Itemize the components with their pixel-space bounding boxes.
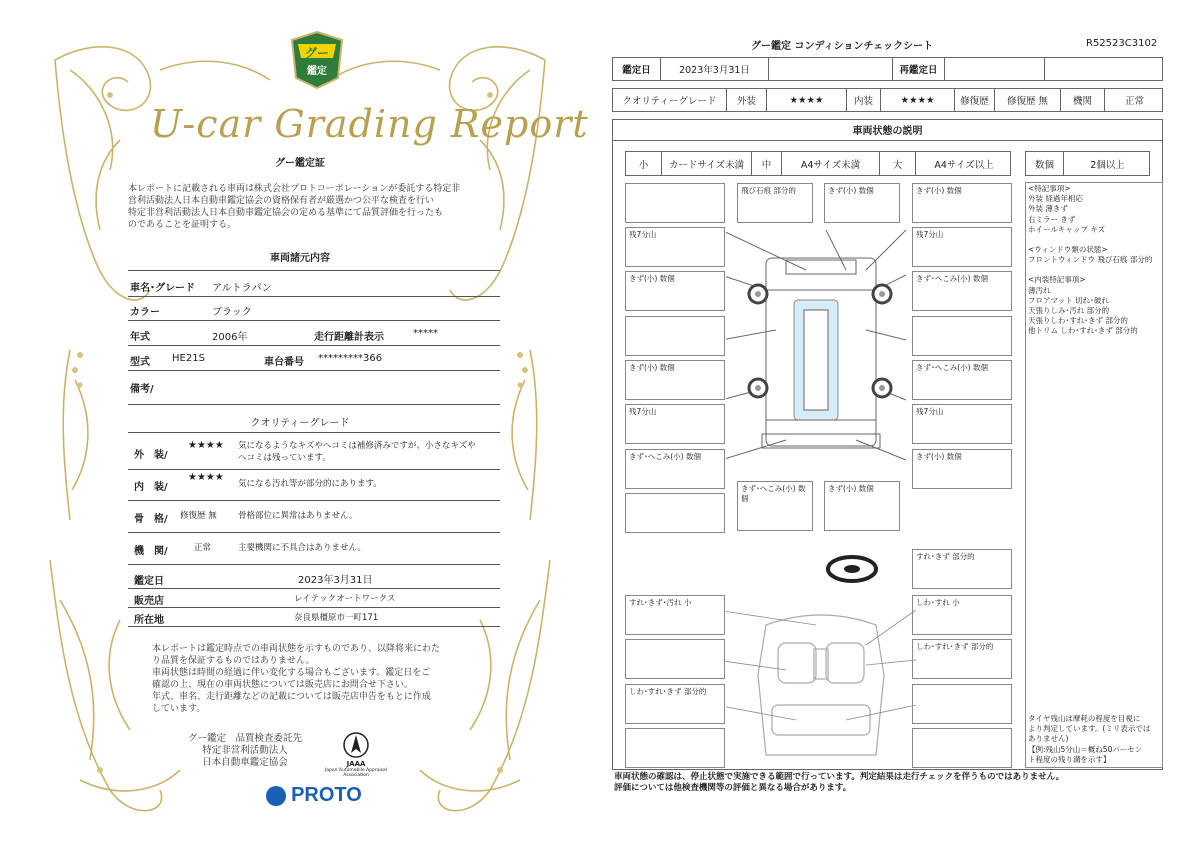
damage-box: きず(小) 数個 <box>824 183 900 223</box>
condition-check-sheet <box>606 0 1200 848</box>
jaaa-logo: JAAA Japan Automobile Appraisal Association <box>318 730 394 780</box>
damage-box <box>912 684 1012 724</box>
dealer-value: レイテックオートワークス <box>294 594 396 604</box>
interior-stars: ★★★★ <box>188 472 224 483</box>
damage-box <box>625 493 725 533</box>
exterior-stars: ★★★★ <box>188 440 224 451</box>
damage-box <box>912 316 1012 356</box>
damage-box: きず(小) 数個 <box>625 271 725 311</box>
certificate-text: 本レポートに記載される車両は株式会社プロトコーポレーションが委託する特定非 営利活動法人日本自動車鑑定協会の資格保有者が厳選かつ公平な検査を行い 特定非営利活動法人日本自動車鑑定協会の定める基準にて品質評価を行ったも のであることを証明する。 <box>128 184 461 230</box>
color-value: ブラック <box>212 307 252 318</box>
sheet-title: グー鑑定 コンディションチェックシート <box>751 41 934 52</box>
count-legend: 数個 2個以上 <box>1025 151 1150 176</box>
goo-kantei-logo <box>288 30 346 90</box>
year-label: 年式 <box>130 332 150 343</box>
damage-box <box>625 639 725 679</box>
state-heading: 車両状態の説明 <box>612 119 1163 141</box>
chassis-value: *********366 <box>318 353 383 364</box>
damage-box: しわ･すれ 小 <box>912 595 1012 635</box>
exterior-label: 外 装/ <box>134 450 168 461</box>
mileage-value: ***** <box>413 328 438 339</box>
dealer-label: 販売店 <box>134 596 164 607</box>
color-label: カラー <box>130 307 160 318</box>
grade-row: クオリティーグレード 外装 ★★★★ 内装 ★★★★ 修復歴 修復歴 無 機関 正常 <box>612 88 1163 112</box>
date-value: 2023年3月31日 <box>298 575 373 586</box>
car-exterior-diagram <box>726 230 916 470</box>
date-row: 鑑定日 2023年3月31日 再鑑定日 <box>612 57 1163 81</box>
engine-label: 機 関/ <box>134 546 168 557</box>
engine-value: 正常 <box>194 543 212 553</box>
damage-box: きず(小) 数個 <box>824 481 900 531</box>
footer-org: グー鑑定 品質検査委託先 特定非営利活動法人 日本自動車鑑定協会 <box>187 733 302 768</box>
damage-box: すれ･きず 部分的 <box>912 549 1012 589</box>
sheet-code: R52523C3102 <box>1086 38 1158 49</box>
date-label: 鑑定日 <box>134 576 164 587</box>
engine-text: 主要機関に不具合はありません。 <box>238 543 367 553</box>
car-interior-diagram <box>726 605 916 765</box>
damage-box <box>625 316 725 356</box>
damage-box: きず･へこみ(小) 数個 <box>737 481 813 531</box>
damage-box: しわ･すれ･きず 部分的 <box>625 684 725 724</box>
damage-box: きず(小) 数個 <box>912 183 1012 223</box>
damage-box: きず(小) 数個 <box>912 449 1012 489</box>
quality-heading: クオリティーグレード <box>250 418 350 429</box>
footnote: 車両状態の確認は、停止状態で実施できる範囲で行っています。判定結果は走行チェックを伴うものではありません。 評価については他検査機関等の評価と異なる場合があります。 <box>614 772 1065 793</box>
interior-label: 内 装/ <box>134 482 168 493</box>
car-name-value: アルトラパン <box>212 283 272 294</box>
interior-text: 気になる汚れ等が部分的にあります。 <box>238 479 382 489</box>
address-label: 所在地 <box>134 615 164 626</box>
damage-box: 残7分山 <box>912 227 1012 267</box>
damage-box: 残7分山 <box>912 404 1012 444</box>
certificate-heading: グー鑑定証 <box>275 158 325 169</box>
tire-note: タイヤ残山は摩耗の程度を目視に より判定しています。(ミリ表示では ありません) 【例:残山5分山＝概ね50パーセン ト程度の残り溝を示す】 <box>1028 714 1151 764</box>
exterior-text: 気になるようなキズやヘコミは補修済みですが、小さなキズや ヘコミは残っています。 <box>238 441 476 463</box>
damage-box: しわ･すれ･きず 部分的 <box>912 639 1012 679</box>
model-value: HE21S <box>172 353 205 364</box>
size-legend: 小 カードサイズ未満 中 A4サイズ未満 大 A4サイズ以上 <box>625 151 1011 176</box>
frame-label: 骨 格/ <box>134 514 168 525</box>
damage-box: きず･へこみ(小) 数個 <box>625 449 725 489</box>
damage-box: きず(小) 数個 <box>625 360 725 400</box>
chassis-label: 車台番号 <box>264 357 304 368</box>
address-value: 奈良県橿原市一町171 <box>294 613 379 623</box>
damage-box: きず･へこみ(小) 数個 <box>912 360 1012 400</box>
damage-box: きず･へこみ(小) 数個 <box>912 271 1012 311</box>
damage-box: すれ･きず･汚れ 小 <box>625 595 725 635</box>
logo-bottom-text: 鑑定 <box>307 66 327 77</box>
special-notes: <特記事項> 外装 経過年相応 外装 薄きず 右ミラー きず ホイールキャップ キズ <ウィンドウ類の状態> フロントウィンドウ 飛び石痕 部分的 <内装特記事項> 薄汚れ フロアマット 切れ･破れ 天張りしみ･汚れ 部分的 天張りしわ･すれ･きず 部分的 他トリム しわ･すれ･きず 部分的 <box>1028 184 1153 336</box>
proto-logo: PROTO <box>266 784 362 807</box>
damage-box <box>912 728 1012 768</box>
frame-text: 骨格部位に異常はありません。 <box>238 511 358 521</box>
mileage-label: 走行距離計表示 <box>314 332 384 343</box>
damage-box: 残7分山 <box>625 227 725 267</box>
damage-box <box>625 183 725 223</box>
year-value: 2006年 <box>212 332 248 343</box>
car-name-label: 車名･グレード <box>130 283 195 294</box>
remarks-label: 備考/ <box>130 384 154 395</box>
model-label: 型式 <box>130 357 150 368</box>
frame-value: 修復歴 無 <box>180 511 217 521</box>
disclaimer-text: 本レポートは鑑定時点での車両状態を示すものであり、以降将来にわた り品質を保証するものではありません。 車両状態は時間の経過に伴い変化する場合もございます。鑑定日をご 確認の上、現在の車両状態については販売店にお問合せ下さい。 年式、車名、走行距離などの記載については販売店申告をもとに作成 しています。 <box>152 644 441 714</box>
steering-wheel-icon <box>825 554 879 584</box>
damage-box <box>625 728 725 768</box>
logo-top-text: グー <box>304 46 329 60</box>
spec-heading: 車両諸元内容 <box>270 253 330 264</box>
report-title: U-car Grading Report <box>150 102 589 146</box>
damage-box: 飛び石痕 部分的 <box>737 183 813 223</box>
damage-box: 残7分山 <box>625 404 725 444</box>
